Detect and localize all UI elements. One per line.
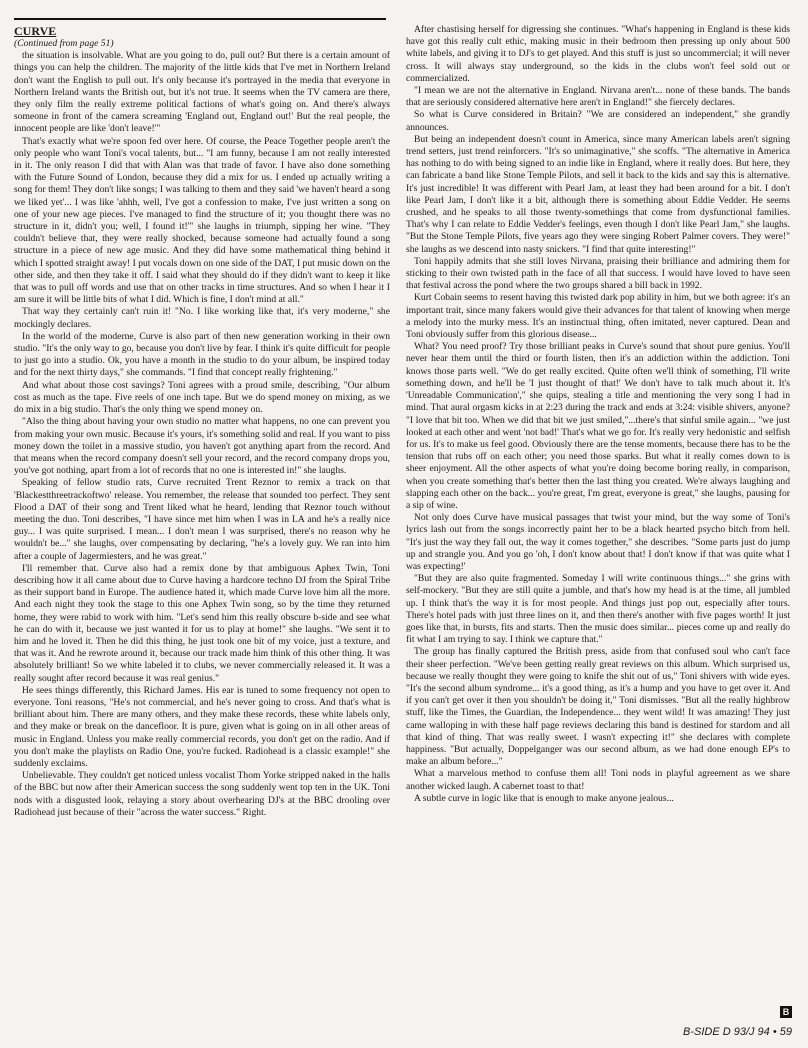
- paragraph: A subtle curve in logic like that is enough to make anyone jealous...: [414, 792, 674, 804]
- article-heading: CURVE: [14, 24, 57, 38]
- paragraph: That way they certainly can't ruin it! "No. I like working like that, it's very moderne," she mockingly declares.: [14, 306, 390, 330]
- paragraph: That's exactly what we're spoon fed over here. Of course, the Peace Together people aren't the only people who want Toni's vocal talents, but... "I am funny, because I am not really interested in it. The only reason I did that with Alan was that trade of favor. I have also done something with the Future Sound of London, because they did a mix for us. I ended up actually writing a song for them! They don't like songs; I was talking to them and they said 'we haven't heard a song we liked yet'... I was like 'ahhh, well, I've got a confession to make, I've just written a song on one of your new age pieces. I've managed to find the structure of it; you thought there was no structure in it, didn't you; well, I found it!'" she laughs in triumph, sipping her wine. "They couldn't believe that, they were really shocked, because someone had actually found a song structure in a piece of new age music. And they did have some mathematical thing behind it which I spotted straight away! I put vocals down on one side of the DAT, I put music down on the other side, and then they take it off. I said what they should do if they didn't want to keep it like that was to pull off words and use that on other tracks in time structures. And so when I hear it I am sure it will be little bits of what I did. Which is fine, I don't mind at all.": [14, 135, 390, 306]
- paragraph: "But they are also quite fragmented. Someday I will write continuous things..." she grins with self-mockery. "But they are still quite a jumble, and that's how my head is at the time, all jumbled up. I think that's the way it is for most people. And things just pop out, especially after tours. There's hotel pads with just three lines on it, and then there's another with five pages worth! It just goes like that, in bursts, fits and starts. Then the music does similar... pieces come up and really do fit what I am trying to say. I think we capture that.": [406, 573, 790, 646]
- heading-rule: [14, 18, 386, 20]
- paragraph: What? You need proof? Try those brilliant peaks in Curve's sound that shout pure genius. You'll never hear them until the third or fourth listen, then it's an addiction within the addiction. Toni knows those parts well. "We do get really excited. Quite often we'll think of something, I'll write something down, and he'll be 'I just thought of that!' We don't have to talk much about it. It's 'Unreadable Communication'," she quips, stealing a title and mentioning the very song I had in mind. That aural orgasm kicks in at 2:23 during the track and ends at 3:24: visible shivers, anyone? "I love that bit too. When we did that bit we just smiled,"...there's that sinful smile again... "we just looked at each other and went 'not bad!' That's what we go for. It's really very hedonistic and selfish for us. It's to make us feel good. Obviously there are the tense moments, because there has to be the tension that rubs off on each other; you need those sparks. But what it really comes down to is sheer enjoyment. All the other aspects of what you're doing become boring really, in comparison, when you create something that's better then the last thing you created. We're always laughing and slapping each other on the back... you're great, I'm great, everyone is great," she laughs, pausing for a sip of wine.: [406, 341, 790, 511]
- paragraph: Toni happily admits that she still loves Nirvana, praising their brilliance and admiring them for sticking to their own twisted path in the face of all that success. I would have loved to have seen that festival across the pond where the two groups shared a bill back in 1992.: [406, 255, 790, 292]
- paragraph: Unbelievable. They couldn't get noticed unless vocalist Thom Yorke stripped naked in the halls of the BBC but now after their American success the song suddenly went top ten in the UK. Toni nods with a disgusted look, relaying a story about overhearing DJ's at the BBC drooling over Radiohead just because of their "across the water success." Right.: [14, 770, 390, 818]
- paragraph: I'll remember that. Curve also had a remix done by that ambiguous Aphex Twin, Toni describing how it all came about due to Curve having a hardcore techno DJ from the Spiral Tribe as their support band in Europe. The audience hated it, which made Curve love him all the more. And each night they took the stage to this one Aphex Twin song, so by the time they returned home, they were rabid to work with him. "Let's send him this really obscure b-side and see what he can do with it, because we just wanted it for us to play at home!" she laughs. "We sent it to him and he loved it. Then he did this thing, he just took one bit of my voice, just a texture, and that was it. And he rewrote around it, because our track made him think of this other thing. It was absolutely brilliant! So we white labeled it to clubs, we never commercially released it. It was a really sought after record because it was real genius.": [14, 562, 390, 684]
- paragraph: Not only does Curve have musical passages that twist your mind, but the way some of Toni's lyrics lash out from the songs incorrectly paint her to be a black hearted psycho bitch from hell. "It's just the way they fall out, the way it comes together," she describes. "Some parts just do jump up and strangle you. And you go 'oh, I don't know about that! I don't know if that was quite what I was expecting!': [406, 512, 790, 572]
- continued-note: (Continued from page 51): [14, 38, 114, 49]
- left-column: [14, 24, 390, 819]
- paragraph: Kurt Cobain seems to resent having this twisted dark pop ability in him, but we both agree: it's an important trait, since many fakers would give their advances for that talent of knowing when merge a melody into the murky mess. It's an instinctual thing, often imitated, never captured. Dean and Toni obviously suffer from this glorious disease...: [406, 292, 790, 341]
- paragraph: In the world of the moderne, Curve is also part of then new generation working in their own studio. "It's the only way to go, because you don't live by fear. I think it's quite difficult for people to just go into a studio. Ok, you have a month in the studio to do your album, be inspired today and for the next thirty days," she commands. "I find that concept really frightening.": [14, 330, 390, 379]
- paragraph: After chastising herself for digressing she continues. "What's happening in England is these kids have got this really cult ethic, making music in their bedroom then pressing up only about 500 white labels, and giving it to DJ's to get played. And this stuff is just so uncommercial; it will never cross. It will always stay underground, so the kids in the clubs won't feel sold out or commercialized.: [406, 24, 790, 84]
- end-of-article-mark: B: [780, 1006, 792, 1018]
- paragraph: the situation is insolvable. What are you going to do, pull out? But there is a certain amount of things you can help the children. The majority of the little kids that I've met in Northern Ireland don't want the English to pull out. It's only because it's portrayed in the media that everyone in Northern Ireland wants the British out, but it's not true. It seems when the TV camera are there, they only film the really extreme political factions of what's going on. And there's always someone in front of the camera screaming 'England out, England out!' But the real people, the innocent people are like 'don't leave!'": [14, 50, 390, 135]
- paragraph: But being an independent doesn't count in America, since many American labels aren't signing trend setters, just trend reinforcers. "It's so unimaginative," she scoffs. "The alternative in America has nothing to do with being signed to an indie like in England, where it really does. But here, they can fabricate a band like Stone Temple Pilots, and sell it back to the kids and say this is alternative. It's just incredible! It was different with Pearl Jam, at least they had been around for a bit. I don't like Pearl Jam, I don't like it a bit, although there is something about Eddie Vedder. He seems crushed, and he speaks to all those twenty-somethings that come from dysfunctional families. That's why I can relate to Eddie Vedder's feelings, even though I don't like Pearl Jam," she laughs. "But the Stone Temple Pilots, five years ago they were singing Robert Palmer covers. They were!" she laughs as we descend into nasty snickers. "I find that quite interesting!": [406, 133, 790, 255]
- paragraph: The group has finally captured the British press, aside from that confused soul who can't face their sheer perfection. "We've been getting really great reviews on this album. Which surprised us, because we really thought they were going to knife the shit out of us," Toni shivers with wide eyes. "It's the second album syndrome... it's a good thing, as it's a hump and you have to get over it. And if you can't get over it then you shouldn't be doing it," Toni dismisses. "But all the really highbrow stuff, like the Times, the Guardian, the Independence... they went wild! It was amazing! They just came walloping in with these half page reviews declaring this band is destined for stardom and all that kind of thing. That was really sweet. I wasn't expecting it!" she declares with complete happiness. "But actually, Doppelganger was our second album, as we had done enough EP's to make an album before...": [406, 646, 790, 768]
- paragraph: Speaking of fellow studio rats, Curve recruited Trent Reznor to remix a track on that 'Blackestthreetrackoftwo' release. You remember, the release that sounded too perfect. They sent Flood a DAT of their song and Trent liked what he heard, lending that Reznor touch without meeting the duo. Toni describes, "I have since met him when I was in LA and he's a really nice guy... I was quite surprised. I mean... I don't mean I was surprised, there's no reason why he wouldn't be..." she laughs, over compensating by declaring, "he's a lovely guy. We ran into him after a couple of Jagermiesters, and he was great.": [14, 477, 390, 562]
- paragraph: And what about those cost savings? Toni agrees with a proud smile, describing, "Our album cost as much as the tape. Five reels of one inch tape. But we do spend money on mixing, as we do mix in a big studio. That's the only thing we spend money on.: [14, 379, 390, 416]
- paragraph: "I mean we are not the alternative in England. Nirvana aren't... none of these bands. The bands that are seriously considered alternative here aren't in England!" she fiercely declares.: [406, 85, 790, 109]
- paragraph: "Also the thing about having your own studio no matter what happens, no one can prevent you from making your own music. Because it's yours, it's something solid and real. If you want to piss money down the toilet in a massive studio, you haven't got anything apart from the record. And that means when the record company doesn't sell your record, and the record company drops you, you've got nothing, apart from a lot of records that no one is interested in!" she laughs.: [14, 416, 390, 477]
- page-folio: B-SIDE D 93/J 94 • 59: [682, 1026, 792, 1038]
- paragraph: What a marvelous method to confuse them all! Toni nods in playful agreement as we share another wicked laugh. A cabernet toast to that!: [406, 768, 790, 792]
- paragraph: So what is Curve considered in Britain? "We are considered an independent," she grandly announces.: [406, 109, 790, 133]
- right-column: [406, 24, 790, 805]
- paragraph: He sees things differently, this Richard James. His ear is tuned to some frequency not open to everyone. Toni reasons, "He's not commercial, and he's never going to cross. And that's what is brilliant about him. There are many others, and they make these records, these white labels only, and they make or break on the dancefloor. It is pure, given what is going on in all other areas of music in England. Unless you make really commercial records, you don't get on the radio. And if you don't make the playlists on Radio One, you're fucked. Radiohead is a classic example!" she suddenly exclaims.: [14, 684, 390, 769]
